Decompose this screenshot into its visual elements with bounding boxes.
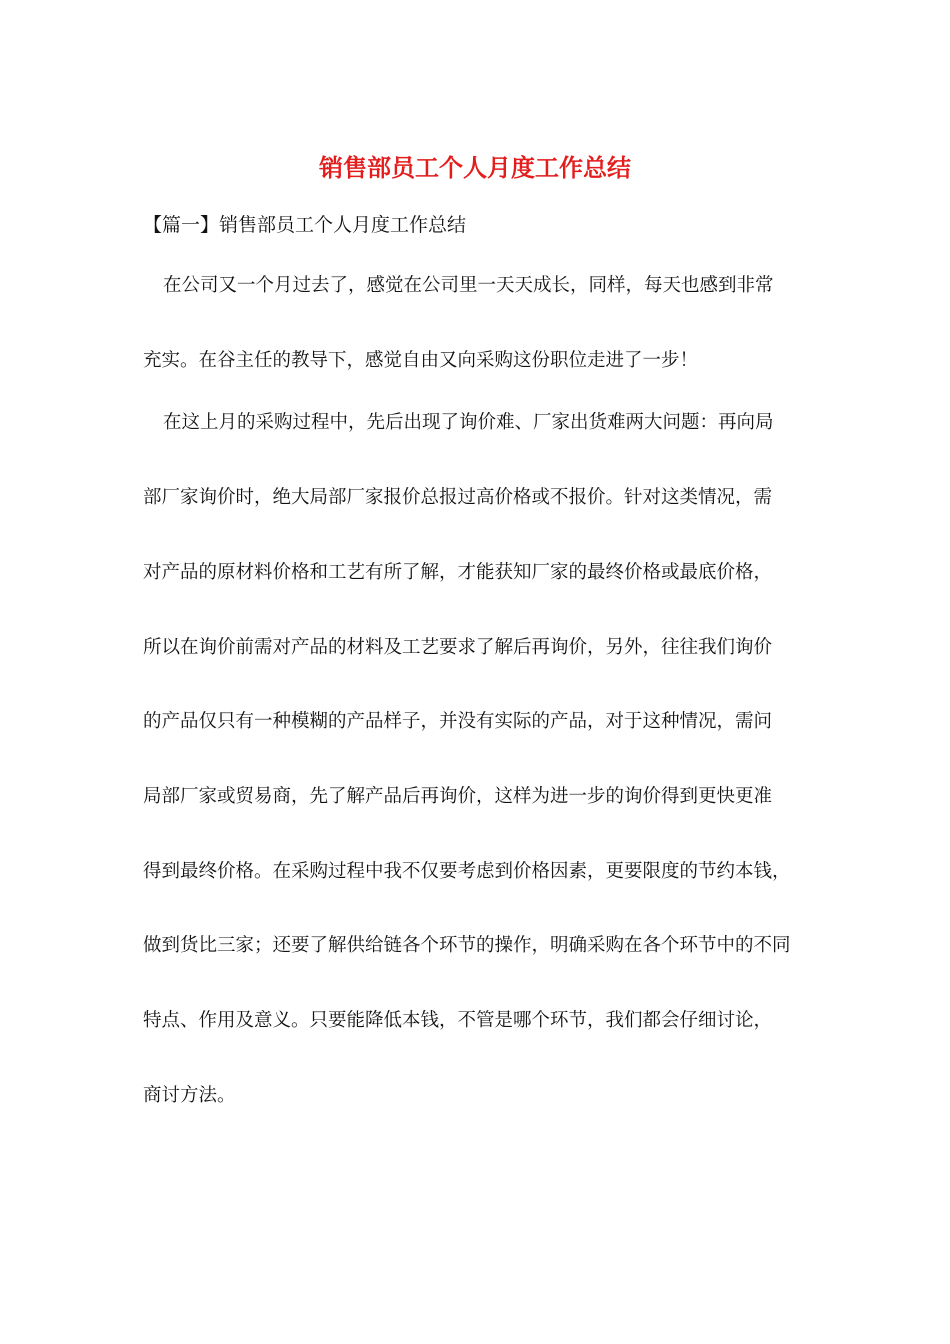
paragraph-1-line-2: 充实。在谷主任的教导下，感觉自由又向采购这份职位走进了一步！ <box>143 350 699 371</box>
paragraph-2-line-8: 做到货比三家；还要了解供给链各个环节的操作，明确采购在各个环节中的不同 <box>143 935 791 956</box>
section-heading: 【篇一】销售部员工个人月度工作总结 <box>143 214 467 236</box>
paragraph-2-line-5: 的产品仅只有一种模糊的产品样子，并没有实际的产品，对于这种情况，需问 <box>143 711 773 732</box>
paragraph-1-line-1: 在公司又一个月过去了，感觉在公司里一天天成长，同样，每天也感到非常 <box>163 275 774 296</box>
paragraph-2-line-10: 商讨方法。 <box>143 1085 236 1106</box>
paragraph-2-line-4: 所以在询价前需对产品的材料及工艺要求了解后再询价，另外，往往我们询价 <box>143 637 773 658</box>
paragraph-2-line-9: 特点、作用及意义。只要能降低本钱，不管是哪个环节，我们都会仔细讨论， <box>143 1010 773 1031</box>
paragraph-2-line-2: 部厂家询价时，绝大局部厂家报价总报过高价格或不报价。针对这类情况，需 <box>143 487 773 508</box>
document-title: 销售部员工个人月度工作总结 <box>319 153 631 182</box>
paragraph-2-line-7: 得到最终价格。在采购过程中我不仅要考虑到价格因素，更要限度的节约本钱， <box>143 861 791 882</box>
paragraph-2-line-3: 对产品的原材料价格和工艺有所了解，才能获知厂家的最终价格或最底价格， <box>143 562 773 583</box>
paragraph-2-line-1: 在这上月的采购过程中，先后出现了询价难、厂家出货难两大问题：再向局 <box>163 412 774 433</box>
paragraph-2-line-6: 局部厂家或贸易商，先了解产品后再询价，这样为进一步的询价得到更快更准 <box>143 786 773 807</box>
